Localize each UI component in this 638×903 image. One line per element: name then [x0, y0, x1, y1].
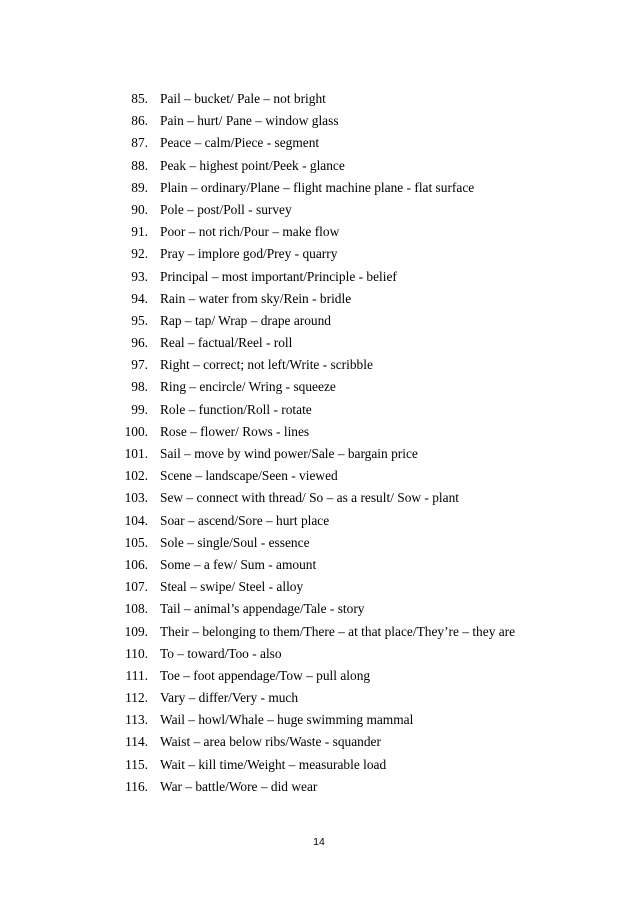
list-item-number: 107. [124, 579, 148, 595]
list-item [118, 554, 618, 576]
list-item-number: 86. [131, 113, 148, 129]
list-item [118, 687, 618, 709]
list-item-number: 92. [131, 246, 148, 262]
list-item-number: 97. [131, 357, 148, 373]
list-item-text: Plain – ordinary/Plane – flight machine plane - flat surface [160, 179, 475, 195]
list-item [118, 288, 618, 310]
list-item-text: Peace – calm/Piece - segment [160, 135, 320, 151]
list-item-number: 94. [131, 290, 148, 306]
list-item-number: 104. [124, 512, 148, 528]
list-item-number: 90. [131, 201, 148, 217]
list-item-text: Wait – kill time/Weight – measurable load [160, 756, 387, 772]
list-item-text: Waist – area below ribs/Waste - squander [160, 734, 381, 750]
list-item-number: 88. [131, 157, 148, 173]
list-item [118, 621, 618, 643]
list-item-text: Pray – implore god/Prey - quarry [160, 246, 338, 262]
list-item-text: Vary – differ/Very - much [160, 690, 299, 706]
list-item-number: 101. [124, 446, 148, 461]
list-item [118, 177, 618, 199]
list-item [118, 665, 618, 687]
list-item-text: Steal – swipe/ Steel - alloy [160, 579, 304, 595]
list-item-text: To – toward/Too - also [160, 645, 282, 661]
list-item-number: 111. [125, 667, 148, 683]
list-item [118, 221, 618, 243]
list-item-number: 87. [131, 135, 148, 151]
list-item-text: Pole – post/Poll - survey [160, 201, 292, 217]
list-item-number: 89. [131, 179, 148, 195]
list-item-number: 103. [124, 490, 148, 506]
list-item [118, 709, 618, 731]
list-item-text: Pain – hurt/ Pane – window glass [160, 113, 339, 129]
list-item [118, 199, 618, 221]
list-item [118, 487, 618, 509]
list-item-text: Rap – tap/ Wrap – drape around [160, 312, 332, 328]
list-item [118, 399, 618, 421]
list-item-text: Their – belonging to them/There – at that place/They’re – they are [160, 623, 516, 639]
list-item [118, 354, 618, 376]
list-item [118, 510, 618, 532]
list-item-text: Real – factual/Reel - roll [160, 335, 293, 351]
list-item [118, 421, 618, 443]
list-item-number: 100. [124, 423, 148, 439]
list-item-text: War – battle/Wore – did wear [160, 778, 318, 794]
list-item-text: Rose – flower/ Rows - lines [160, 423, 310, 439]
list-item-text: Tail – animal’s appendage/Tale - story [160, 601, 365, 617]
list-item-text: Sole – single/Soul - essence [160, 534, 310, 550]
list-item-number: 91. [131, 224, 148, 240]
list-item-text: Principal – most important/Principle - belief [160, 268, 397, 284]
list-item-text: Scene – landscape/Seen - viewed [160, 468, 338, 484]
list-item-number: 113. [125, 712, 148, 728]
list-item-number: 116. [125, 778, 148, 794]
list-item-number: 95. [131, 312, 148, 328]
list-item-text: Right – correct; not left/Write - scribble [160, 357, 373, 373]
list-item-number: 106. [124, 556, 148, 572]
list-item-number: 112. [125, 690, 148, 706]
list-item [118, 155, 618, 177]
list-item-text: Soar – ascend/Sore – hurt place [160, 512, 330, 528]
list-item-number: 110. [125, 645, 148, 661]
list-item-text: Poor – not rich/Pour – make flow [160, 224, 340, 240]
list-item [118, 598, 618, 620]
list-item [118, 532, 618, 554]
list-item-number: 109. [124, 623, 148, 639]
list-item-number: 105. [124, 534, 148, 550]
list-item [118, 310, 618, 332]
list-item-text: Role – function/Roll - rotate [160, 401, 312, 417]
list-item [118, 465, 618, 487]
list-item-text: Peak – highest point/Peek - glance [160, 157, 345, 173]
list-item-number: 96. [131, 335, 148, 351]
list-item [118, 332, 618, 354]
list-item-number: 93. [131, 268, 148, 284]
page-number: 14 [313, 836, 325, 848]
list-item-number: 98. [131, 379, 148, 395]
list-item [118, 266, 618, 288]
list-item-text: Rain – water from sky/Rein - bridle [160, 290, 352, 306]
list-item-number: 85. [131, 91, 148, 106]
list-item-number: 114. [125, 734, 148, 750]
list-item-number: 115. [125, 756, 148, 772]
list-item-text: Sew – connect with thread/ So – as a result/ Sow - plant [160, 490, 460, 506]
list-item-text: Pail – bucket/ Pale – not bright [160, 91, 326, 106]
list-item [118, 776, 618, 798]
list-item-number: 102. [124, 468, 148, 484]
list-item-text: Toe – foot appendage/Tow – pull along [160, 667, 371, 683]
list-item-text: Ring – encircle/ Wring - squeeze [160, 379, 336, 395]
list-item [118, 110, 618, 132]
list-item [118, 243, 618, 265]
list-item [118, 443, 618, 465]
list-item [118, 754, 618, 776]
list-item [118, 376, 618, 398]
homophone-list [118, 88, 618, 798]
list-item-number: 108. [124, 601, 148, 617]
list-item-text: Some – a few/ Sum - amount [160, 556, 317, 572]
list-item [118, 576, 618, 598]
list-item-text: Sail – move by wind power/Sale – bargain price [160, 446, 418, 461]
list-item [118, 88, 618, 110]
list-item-text: Wail – howl/Whale – huge swimming mammal [160, 712, 414, 728]
list-item [118, 643, 618, 665]
list-item [118, 132, 618, 154]
list-item [118, 731, 618, 753]
list-item-number: 99. [131, 401, 148, 417]
